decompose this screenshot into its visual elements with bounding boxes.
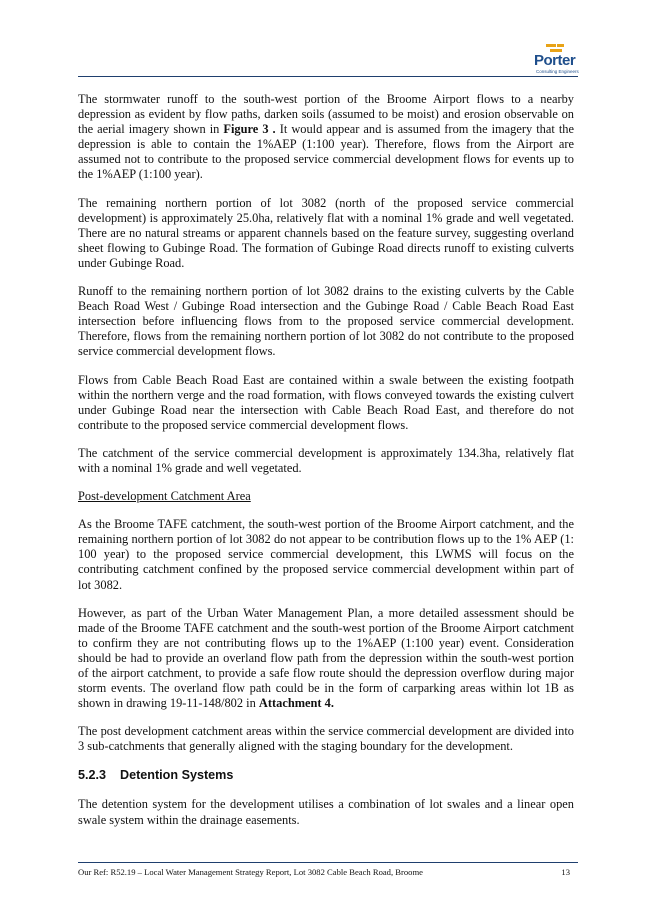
page-footer: [78, 867, 574, 878]
paragraph-northern-portion: The remaining northern portion of lot 3082 (north of the proposed service commercial development) is approximately 25.0ha, relatively flat with a nominal 1% grade and well vegetated. There are no natural streams or apparent channels based on the feature survey, suggesting overland sheet flowing to Gubinge Road. The formation of Gubinge Road directs runoff to existing culverts under Gubinge Road.: [78, 195, 574, 270]
attachment-reference: Attachment 4.: [258, 696, 334, 711]
logo-tagline: Consulting Engineers: [536, 69, 579, 74]
footer-reference: Our Ref: R52.19 – Local Water Management Strategy Report, Lot 3082 Cable Beach Road, Broome: [78, 867, 423, 877]
header-divider: [78, 76, 578, 77]
paragraph-catchment-size: The catchment of the service commercial development is approximately 134.3ha, relatively flat with a nominal 1% grade and well vegetated.: [78, 445, 574, 475]
section-heading: [78, 767, 574, 783]
section-title: Detention Systems: [120, 768, 234, 783]
paragraph-contributing-catchment: As the Broome TAFE catchment, the south-west portion of the Broome Airport catchment, and the remaining northern portion of lot 3082 do not appear to be contribution flows up to the 1% AEP (1: 100 year) to the proposed service commercial development, this LWMS will focus on the contributing catchment confined by the proposed service commercial development within part of lot 3082.: [78, 517, 574, 592]
footer-divider: [78, 862, 578, 863]
paragraph-detention-system: The detention system for the development utilises a combination of lot swales and a linear open swale system within the drainage easements.: [78, 797, 574, 827]
paragraph-cable-beach-flows: Flows from Cable Beach Road East are contained within a swale between the existing footpath within the northern verge and the road formation, with flows conveyed towards the existing culvert under Gubinge Road near the intersection with Cable Beach Road East, and therefore do not contribute to the proposed service commercial development flows.: [78, 372, 574, 432]
paragraph-runoff-culverts: Runoff to the remaining northern portion of lot 3082 drains to the existing culverts by the Cable Beach Road West / Gubinge Road intersection and the Gubinge Road / Cable Beach Road East intersection before influencing flows from to the proposed service commercial development. Therefore, flows from the remaining northern portion of lot 3082 do not contribute to the proposed service commercial development flows.: [78, 284, 574, 359]
paragraph-sub-catchments: The post development catchment areas within the service commercial development are divided into 3 sub-catchments that generally aligned with the staging boundary for the development.: [78, 724, 574, 754]
section-number: 5.2.3: [78, 768, 107, 783]
logo-wordmark: Porter: [534, 52, 576, 69]
company-logo: [532, 44, 580, 76]
figure-reference: Figure 3 .: [223, 122, 276, 137]
subheading-post-development: Post-development Catchment Area: [78, 489, 251, 504]
page-number: 13: [561, 867, 570, 877]
paragraph-urban-water-plan: However, as part of the Urban Water Management Plan, a more detailed assessment should be made of the Broome TAFE catchment and the south-west portion of the Broome Airport catchment to confirm they are not contributing flows up to the 1%AEP (1:100 year) event. Consideration should be had to provide an overland flow path from the depression within the south-west portion of the airport catchment, to provide a safe flow route should the depression overflow during major storm events. The overland flow path could be in the form of carparking areas within lot 1B as shown in drawing 19-11-148/802 in Attachment 4.: [78, 605, 574, 711]
paragraph-airport-runoff: The stormwater runoff to the south-west portion of the Broome Airport flows to a nearby depression as evident by flow paths, darken soils (assumed to be moist) and erosion observable on the aerial imagery shown in Figure 3 . It would appear and is assumed from the imagery that the depression is able to contain the 1%AEP (1:100 year). Therefore, flows from the Airport are assumed not to contribute to the proposed service commercial development flows for events up to the 1%AEP (1:100 year).: [78, 92, 574, 182]
page-body: [78, 92, 574, 841]
